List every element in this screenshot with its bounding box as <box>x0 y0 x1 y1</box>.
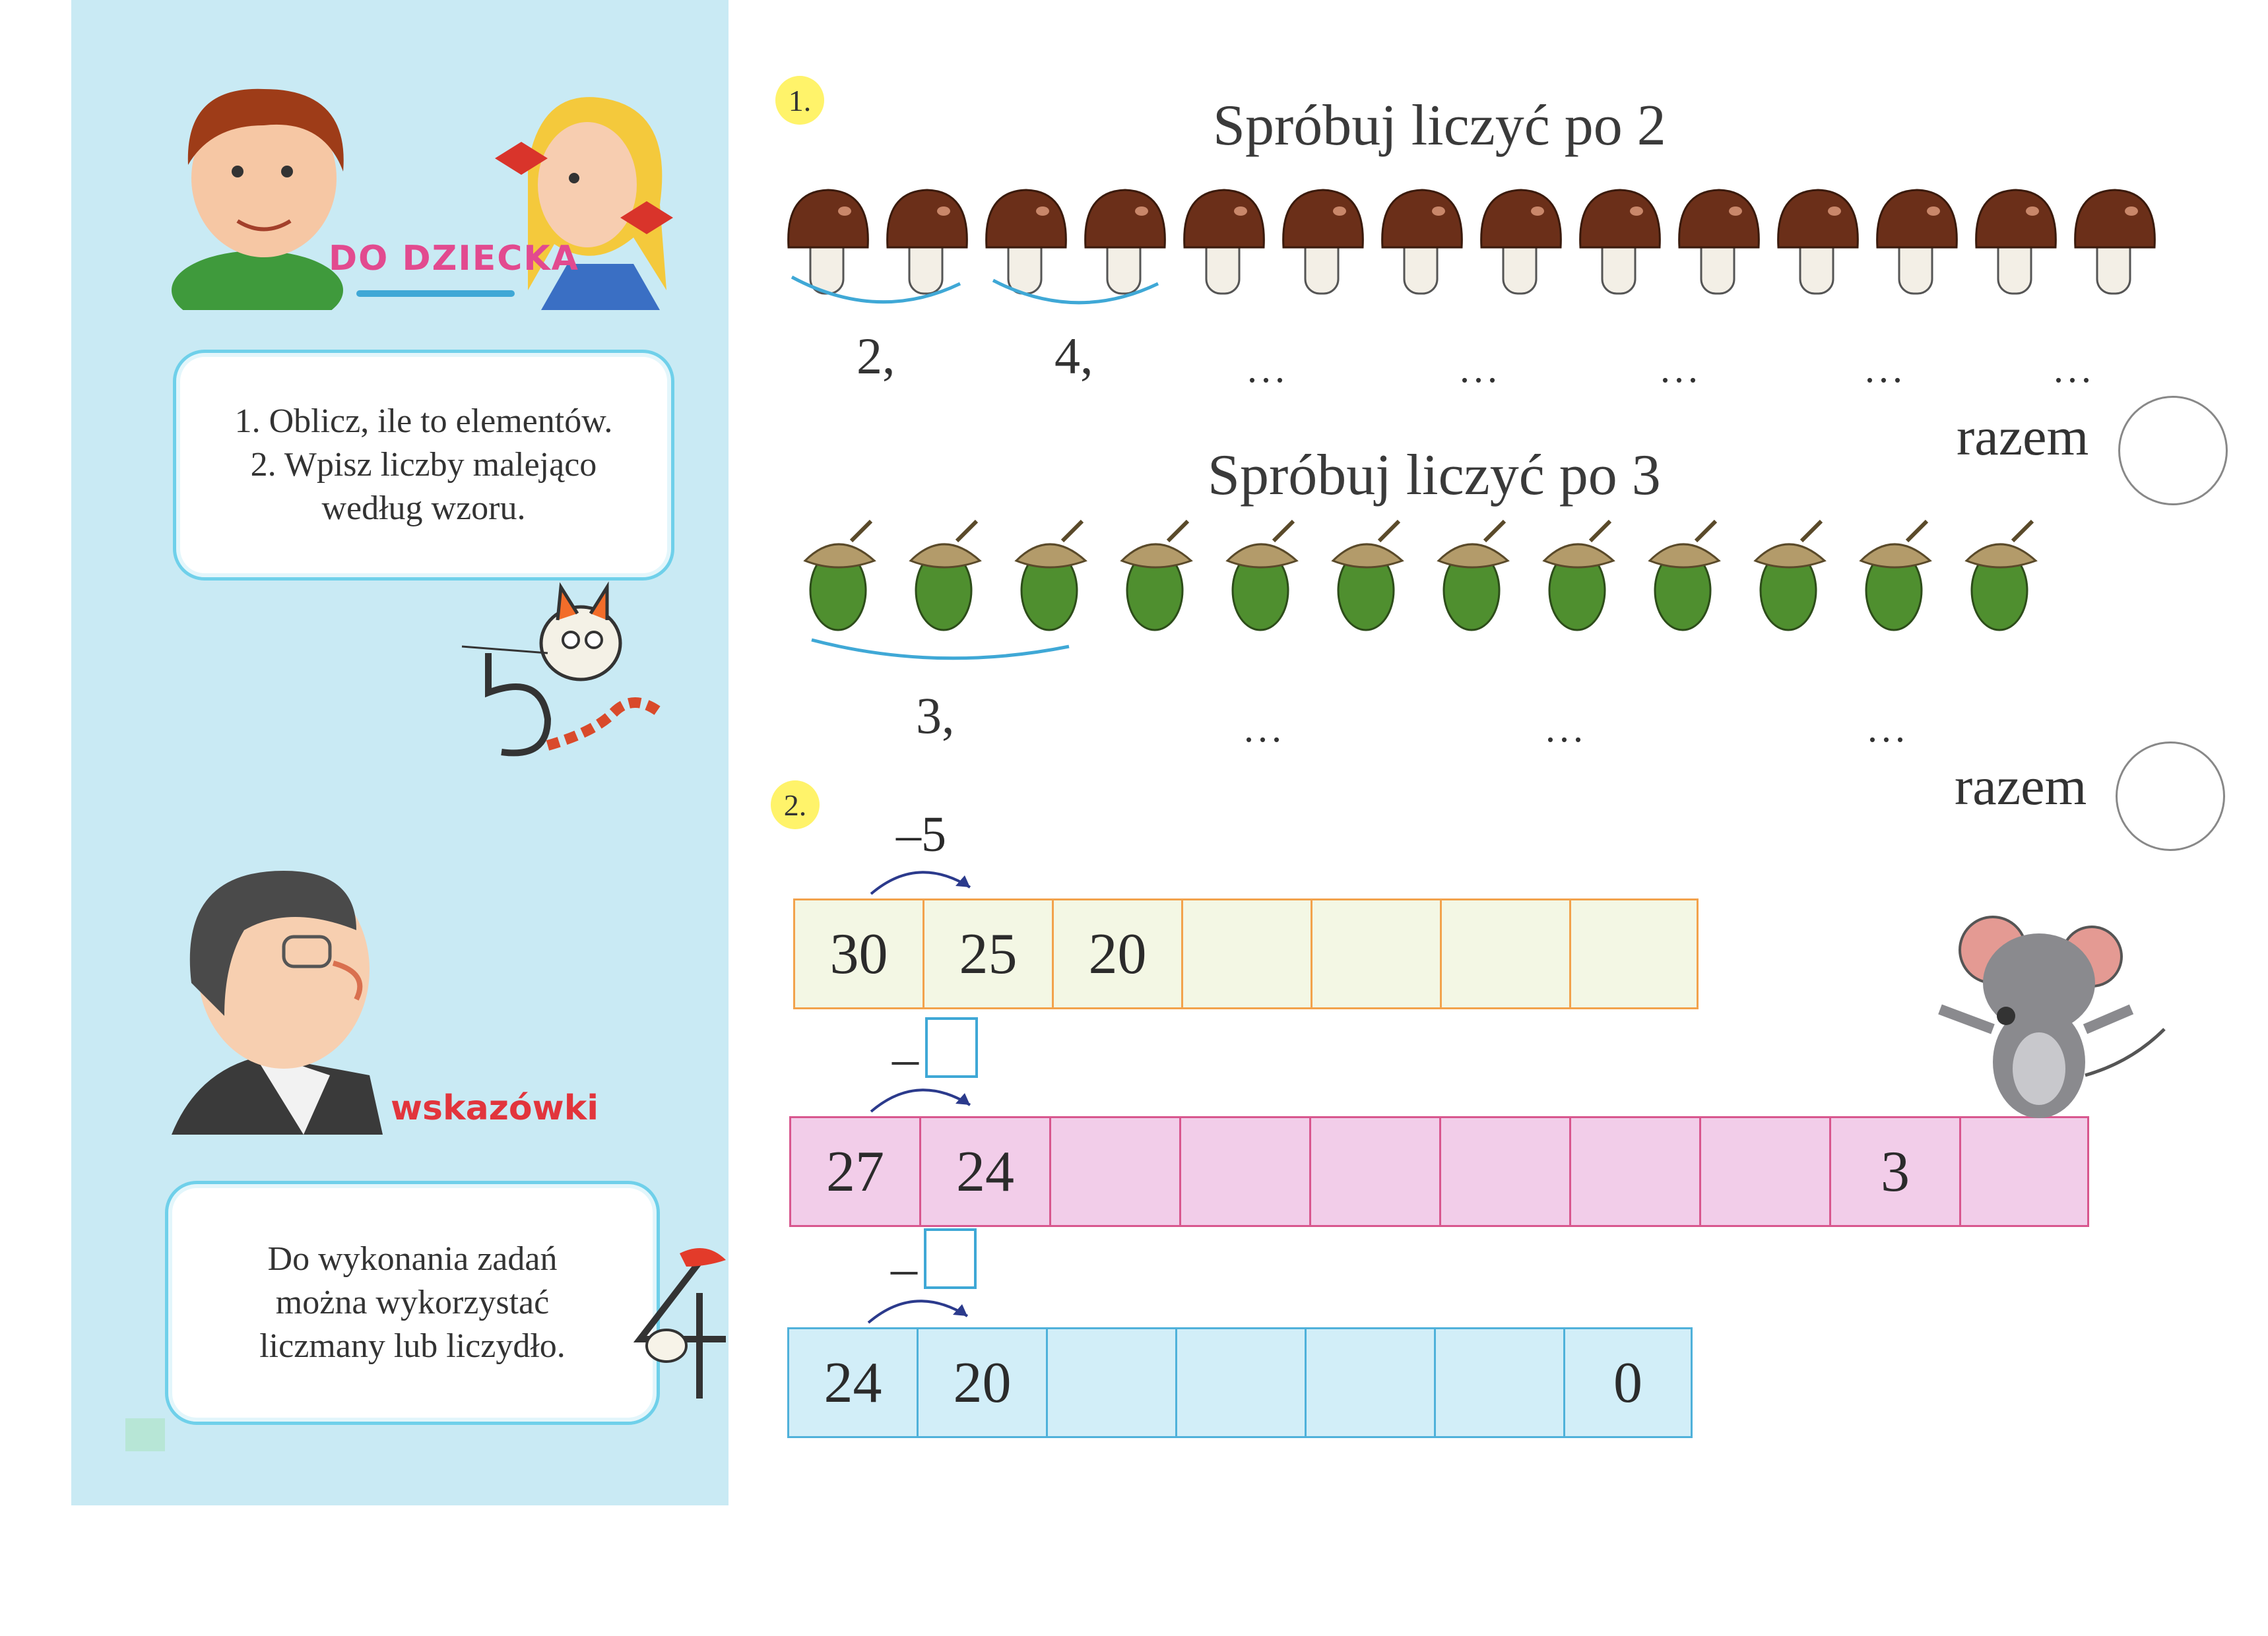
task-1-title-b: Spróbuj liczyć po 3 <box>1208 443 1661 507</box>
row1-cell-6[interactable] <box>1440 898 1569 1009</box>
row2-cell-6[interactable] <box>1439 1116 1569 1227</box>
four-creature-illustration <box>627 1240 739 1399</box>
row3-cell-4[interactable] <box>1175 1327 1305 1438</box>
task-2-badge: 2. <box>771 780 820 829</box>
acorn-icon <box>1861 521 1930 630</box>
row2-cell-4[interactable] <box>1179 1116 1309 1227</box>
blank-a-3: ... <box>1660 347 1702 391</box>
do-dziecka-label: DO DZIECKA <box>329 239 579 278</box>
row1-cell-7[interactable] <box>1569 898 1699 1009</box>
instruction-line-2: 2. Wpisz liczby malejąco <box>250 446 597 484</box>
teacher-illustration <box>172 858 409 1135</box>
mushroom-icon <box>2075 190 2155 294</box>
blank-b-3: ... <box>1867 707 1909 750</box>
step-arrow-2 <box>864 1075 990 1115</box>
row-2-step-input[interactable] <box>925 1017 978 1078</box>
mushroom-icon <box>1679 190 1759 294</box>
seq-a-1: 2, <box>857 327 895 385</box>
hint-line-2: można wykorzystać <box>275 1284 550 1321</box>
row2-cell-3[interactable] <box>1049 1116 1179 1227</box>
blank-a-1: ... <box>1247 347 1289 391</box>
blank-b-2: ... <box>1545 707 1587 750</box>
header-underline <box>356 290 515 297</box>
sequence-row-1 <box>793 898 1699 1009</box>
row1-cell-2: 25 <box>923 898 1052 1009</box>
acorn-icon <box>1333 521 1402 630</box>
razem-label-a: razem <box>1957 406 2089 466</box>
mushroom-icon <box>1976 190 2056 294</box>
acorn-icon <box>1755 521 1825 630</box>
blank-a-2: ... <box>1460 347 1501 391</box>
row2-cell-9: 3 <box>1829 1116 1959 1227</box>
step-label: –5 <box>896 807 946 862</box>
row2-cell-8[interactable] <box>1699 1116 1829 1227</box>
acorn-row <box>792 515 2072 640</box>
task-1-badge: 1. <box>775 76 824 125</box>
row3-cell-1: 24 <box>787 1327 917 1438</box>
acorn-icon <box>1544 521 1613 630</box>
row-2-minus: – <box>892 1030 919 1088</box>
hint-line-1: Do wykonania zadań <box>267 1240 558 1278</box>
cat-five-illustration <box>449 581 673 778</box>
acorn-icon <box>1650 521 1719 630</box>
row2-cell-2: 24 <box>919 1116 1049 1227</box>
row3-cell-2: 20 <box>917 1327 1046 1438</box>
mushroom-icon <box>1382 190 1462 294</box>
instruction-line-1: 1. Oblicz, ile to elementów. <box>234 402 613 440</box>
mushroom-icon <box>1580 190 1660 294</box>
row1-cell-3: 20 <box>1052 898 1181 1009</box>
acorn-icon <box>1122 521 1191 630</box>
row3-cell-7: 0 <box>1563 1327 1693 1438</box>
hint-line-3: liczmany lub liczydło. <box>259 1327 566 1365</box>
mushroom-icon <box>1778 190 1858 294</box>
sequence-row-2 <box>789 1116 2089 1227</box>
seq-a-2: 4, <box>1054 327 1093 385</box>
answer-circle-a[interactable] <box>2118 396 2228 505</box>
row2-cell-5[interactable] <box>1309 1116 1439 1227</box>
row1-cell-5[interactable] <box>1311 898 1440 1009</box>
task-1-title-a: Spróbuj liczyć po 2 <box>1213 94 1666 158</box>
acorn-icon <box>1227 521 1297 630</box>
row2-cell-7[interactable] <box>1569 1116 1699 1227</box>
grouping-arc-b <box>805 633 1082 673</box>
acorn-icon <box>805 521 874 630</box>
acorn-icon <box>1966 521 2036 630</box>
sequence-row-3 <box>787 1327 1693 1438</box>
blank-a-5: ... <box>2054 347 2095 391</box>
instructions-bubble <box>173 350 674 581</box>
blank-a-4: ... <box>1865 347 1906 391</box>
blank-b-1: ... <box>1244 707 1285 750</box>
row3-cell-6[interactable] <box>1434 1327 1563 1438</box>
seq-b-1: 3, <box>916 687 955 744</box>
corner-marker <box>125 1418 165 1451</box>
hints-bubble <box>165 1181 660 1425</box>
razem-label-b: razem <box>1955 756 2087 816</box>
acorn-icon <box>911 521 980 630</box>
grouping-arcs-a <box>785 270 1181 323</box>
wskazowki-label: wskazówki <box>391 1088 599 1128</box>
row3-cell-3[interactable] <box>1046 1327 1175 1438</box>
mouse-illustration <box>1914 897 2178 1128</box>
row-3-step-input[interactable] <box>924 1228 977 1289</box>
step-arrow-3 <box>862 1286 987 1326</box>
instruction-line-3: według wzoru. <box>321 489 526 527</box>
row1-cell-1: 30 <box>793 898 923 1009</box>
row-3-minus: – <box>891 1240 917 1298</box>
row1-cell-4[interactable] <box>1181 898 1311 1009</box>
mushroom-icon <box>1877 190 1957 294</box>
row2-cell-1: 27 <box>789 1116 919 1227</box>
mushroom-icon <box>1481 190 1561 294</box>
mushroom-icon <box>1184 190 1264 294</box>
mushroom-icon <box>1283 190 1363 294</box>
row3-cell-5[interactable] <box>1305 1327 1434 1438</box>
row2-cell-10[interactable] <box>1959 1116 2089 1227</box>
answer-circle-b[interactable] <box>2116 741 2225 851</box>
acorn-icon <box>1439 521 1508 630</box>
step-arrow-1 <box>864 858 990 897</box>
acorn-icon <box>1016 521 1085 630</box>
